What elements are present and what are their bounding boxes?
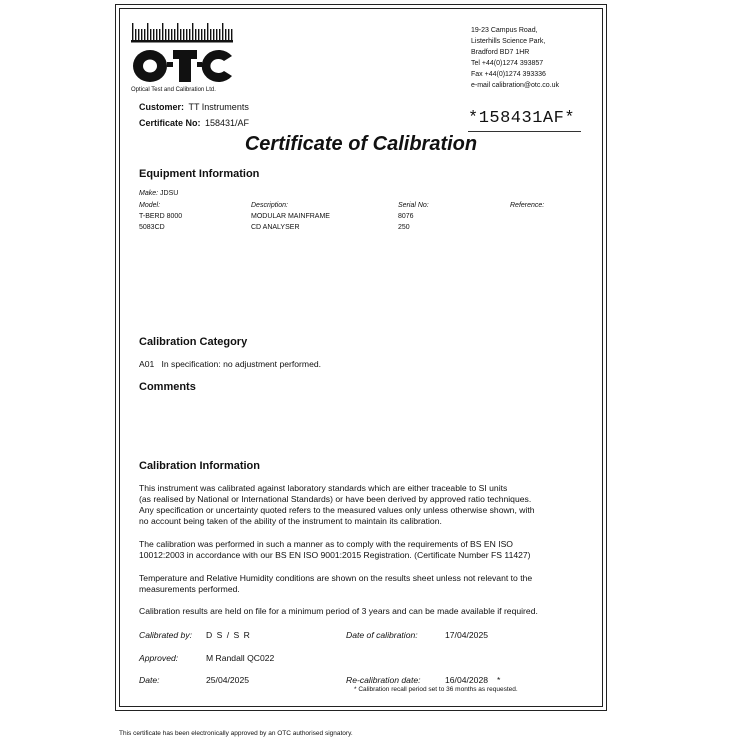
calibrated-by-label: Calibrated by: [139, 630, 193, 640]
info-paragraph-traceability [139, 483, 579, 527]
info-line: Temperature and Relative Humidity conditions are shown on the results sheet unless not relevant to the [139, 573, 533, 583]
equipment-model: 5083CD [139, 224, 165, 231]
col-serial-header: Serial No: [398, 202, 429, 209]
info-line: The calibration was performed in such a manner as to comply with the requirements of BS EN ISO [139, 539, 513, 549]
address-fax: Fax +44(0)1274 393336 [471, 71, 546, 78]
calibrated-by-value: D S / S R [206, 630, 251, 640]
info-line: Any specification or uncertainty quoted refers to the measured values only unless otherwise shown, with [139, 505, 535, 515]
approved-value: M Randall QC022 [206, 653, 275, 663]
info-paragraph-standards [139, 539, 579, 561]
col-description-header: Description: [251, 202, 288, 209]
recall-footnote: * Calibration recall period set to 36 months as requested. [354, 686, 518, 693]
barcode-rule [468, 131, 581, 132]
address-line: 19-23 Campus Road, [471, 27, 538, 34]
page-title: Certificate of Calibration [244, 133, 478, 155]
col-model-header: Model: [139, 202, 161, 209]
info-line: (as realised by National or International Standards) or have been derived by approved ratio techniques. [139, 494, 532, 504]
recalibration-asterisk: * [497, 675, 501, 685]
category-code: A01 [139, 359, 155, 369]
customer-value: TT Instruments [188, 102, 249, 112]
info-line: 10012:2003 in accordance with our BS EN ISO 9001:2015 Registration. (Certificate Number FS 11427) [139, 550, 531, 560]
customer-label: Customer: [139, 102, 185, 112]
address-phone: Tel +44(0)1274 393857 [471, 60, 544, 67]
equipment-heading: Equipment Information [139, 168, 260, 180]
comments-heading: Comments [139, 381, 196, 393]
approved-label: Approved: [139, 653, 179, 663]
info-line: no account being taken of the ability of the instrument to maintain its calibration. [139, 516, 442, 526]
equipment-description: CD ANALYSER [251, 224, 300, 231]
date-value: 25/04/2025 [206, 675, 250, 685]
date-of-calibration-label: Date of calibration: [346, 630, 418, 640]
info-paragraph-conditions [139, 573, 579, 595]
recalibration-date-label: Re-calibration date: [346, 675, 421, 685]
category-text: In specification: no adjustment performed. [161, 359, 322, 369]
equipment-description: MODULAR MAINFRAME [251, 213, 330, 220]
info-paragraph-retention [139, 606, 579, 617]
make-value: JDSU [160, 190, 179, 197]
certificate-value: 158431/AF [204, 118, 250, 128]
barcode-text: *158431AF* [468, 109, 576, 128]
info-line: measurements performed. [139, 584, 240, 594]
info-line: This instrument was calibrated against laboratory standards which are either traceable to SI units [139, 483, 508, 493]
certificate-label: Certificate No: [139, 118, 201, 128]
date-label: Date: [139, 675, 160, 685]
equipment-serial: 250 [398, 224, 410, 231]
col-reference-header: Reference: [510, 202, 545, 209]
address-line: Listerhills Science Park, [471, 38, 546, 45]
otc-logo [131, 23, 233, 85]
ruler-ticks [132, 23, 232, 40]
company-address [471, 25, 559, 91]
certificate-frame [115, 4, 607, 711]
make-line [139, 190, 178, 197]
certificate-line [139, 113, 249, 131]
recalibration-date-value: 16/04/2028 [445, 675, 489, 685]
info-line: Calibration results are held on file for a minimum period of 3 years and can be made available if required. [139, 606, 538, 616]
info-heading: Calibration Information [139, 460, 260, 472]
make-label: Make: [139, 190, 159, 197]
date-of-calibration-value: 17/04/2025 [445, 630, 489, 640]
equipment-model: T-BERD 8000 [139, 213, 183, 220]
equipment-serial: 8076 [398, 213, 414, 220]
category-line [139, 359, 321, 369]
category-heading: Calibration Category [139, 336, 248, 348]
footer-note: This certificate has been electronically approved by an OTC authorised signatory. [119, 730, 353, 737]
address-line: Bradford BD7 1HR [471, 49, 530, 56]
address-email: e-mail calibration@otc.co.uk [471, 82, 560, 89]
company-name: Optical Test and Calibration Ltd. [131, 87, 216, 93]
